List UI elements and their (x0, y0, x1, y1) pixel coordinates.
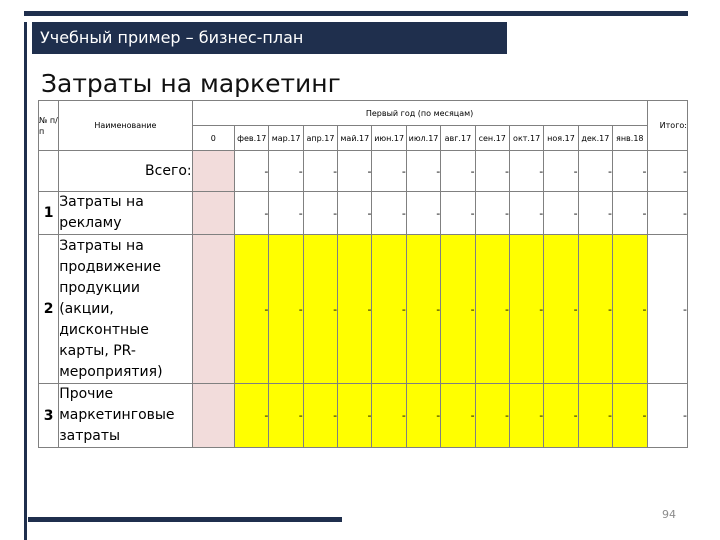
month-value-cell: - (441, 151, 475, 192)
month-header: 0 (192, 126, 234, 151)
month-header: фев.17 (235, 126, 269, 151)
month-value-cell: - (406, 235, 440, 384)
row-name: Прочие маркетинговые затраты (59, 384, 192, 448)
month-value-cell: - (578, 151, 612, 192)
month-value-cell: - (544, 151, 578, 192)
month-header: июн.17 (372, 126, 406, 151)
month-value-cell: - (441, 384, 475, 448)
month-value-cell: - (372, 384, 406, 448)
month-value-cell: - (235, 384, 269, 448)
month-value-cell: - (578, 235, 612, 384)
month-value-cell (192, 235, 234, 384)
month-header: янв.18 (613, 126, 648, 151)
left-decor-rule (24, 22, 27, 540)
page-number: 94 (662, 508, 676, 521)
month-value-cell: - (406, 151, 440, 192)
row-total-label: Всего: (59, 151, 192, 192)
month-value-cell: - (372, 151, 406, 192)
month-value-cell: - (613, 192, 648, 235)
month-header: апр.17 (303, 126, 337, 151)
month-value-cell: - (338, 384, 372, 448)
row-number: 3 (39, 384, 59, 448)
month-value-cell: - (269, 235, 303, 384)
month-header: авг.17 (441, 126, 475, 151)
month-value-cell: - (372, 192, 406, 235)
month-value-cell: - (303, 151, 337, 192)
col-num-header: № п/п (39, 101, 59, 151)
month-value-cell: - (509, 151, 543, 192)
month-value-cell: - (475, 192, 509, 235)
month-value-cell: - (475, 235, 509, 384)
month-value-cell: - (475, 384, 509, 448)
month-value-cell: - (372, 235, 406, 384)
marketing-costs-table (38, 100, 688, 448)
month-value-cell: - (303, 192, 337, 235)
row-total-num (39, 151, 59, 192)
month-value-cell: - (441, 235, 475, 384)
month-value-cell: - (613, 384, 648, 448)
row-number: 2 (39, 235, 59, 384)
total-value-cell: - (647, 192, 687, 235)
table-row-total (39, 151, 688, 192)
month-value-cell: - (303, 384, 337, 448)
month-value-cell: - (509, 235, 543, 384)
month-value-cell: - (613, 151, 648, 192)
month-value-cell: - (544, 235, 578, 384)
month-value-cell: - (338, 235, 372, 384)
month-header: июл.17 (406, 126, 440, 151)
month-value-cell: - (475, 151, 509, 192)
months-group-header: Первый год (по месяцам) (192, 101, 647, 126)
month-value-cell: - (303, 235, 337, 384)
month-value-cell: - (269, 192, 303, 235)
total-value-cell: - (647, 235, 687, 384)
slide-title: Затраты на маркетинг (41, 69, 341, 98)
month-value-cell: - (578, 192, 612, 235)
top-decor-rule (24, 11, 688, 16)
bottom-decor-rule (28, 517, 342, 522)
month-value-cell (192, 192, 234, 235)
month-value-cell: - (269, 384, 303, 448)
month-value-cell: - (441, 192, 475, 235)
month-header: мар.17 (269, 126, 303, 151)
month-value-cell: - (544, 192, 578, 235)
month-value-cell: - (509, 384, 543, 448)
total-value-cell: - (647, 384, 687, 448)
row-name: Затраты на рекламу (59, 192, 192, 235)
row-name: Затраты на продвижение продукции (акции, дисконтные карты, PR-мероприятия) (59, 235, 192, 384)
header-row-top (39, 101, 688, 126)
month-header: дек.17 (578, 126, 612, 151)
slide-header: Учебный пример – бизнес-план (32, 22, 507, 54)
col-total-header: Итого: (647, 101, 687, 151)
month-value-cell (192, 151, 234, 192)
month-value-cell: - (509, 192, 543, 235)
month-value-cell: - (338, 151, 372, 192)
month-value-cell: - (338, 192, 372, 235)
col-name-header: Наименование (59, 101, 192, 151)
month-value-cell (192, 384, 234, 448)
month-value-cell: - (406, 192, 440, 235)
table-row (39, 384, 688, 448)
table-row (39, 235, 688, 384)
month-value-cell: - (235, 192, 269, 235)
month-value-cell: - (406, 384, 440, 448)
month-header: окт.17 (509, 126, 543, 151)
month-value-cell: - (613, 235, 648, 384)
total-value-cell: - (647, 151, 687, 192)
month-value-cell: - (544, 384, 578, 448)
row-number: 1 (39, 192, 59, 235)
month-value-cell: - (578, 384, 612, 448)
month-header: ноя.17 (544, 126, 578, 151)
month-header: май.17 (338, 126, 372, 151)
month-value-cell: - (235, 151, 269, 192)
month-value-cell: - (235, 235, 269, 384)
table-row (39, 192, 688, 235)
month-value-cell: - (269, 151, 303, 192)
month-header: сен.17 (475, 126, 509, 151)
